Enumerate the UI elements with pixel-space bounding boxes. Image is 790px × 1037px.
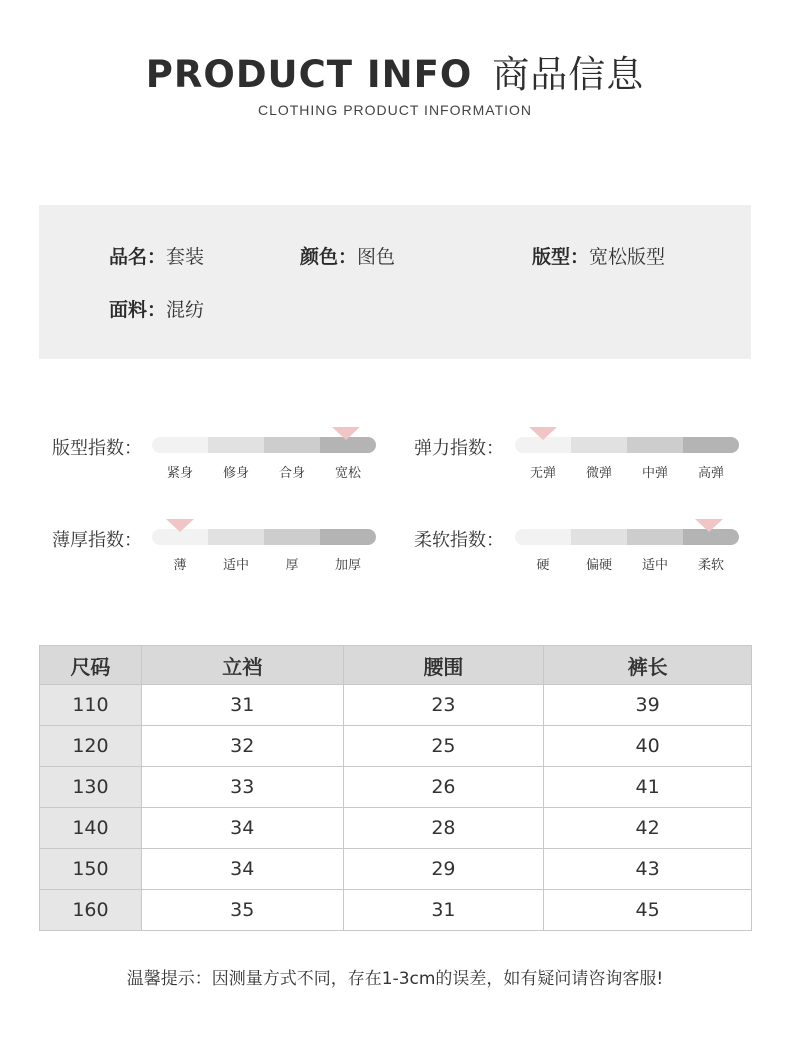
length-cell: 42 [544,808,752,849]
header-rise: 立裆 [141,646,343,685]
size-cell: 150 [40,849,142,890]
waist-cell: 31 [343,890,544,931]
info-color-value: 图色 [357,246,396,268]
waist-cell: 28 [343,808,544,849]
bar-segment [627,437,683,453]
rise-cell: 32 [141,726,343,767]
size-cell: 110 [40,685,142,726]
thickness-index-label: 薄厚指数： [52,530,142,551]
table-row [40,890,752,931]
size-table-header [40,646,752,685]
rise-cell: 33 [141,767,343,808]
size-cell: 120 [40,726,142,767]
info-color [300,242,395,269]
title-cn: 商品信息 [492,53,645,96]
length-cell: 45 [544,890,752,931]
info-fabric [109,295,204,322]
waist-cell: 23 [343,685,544,726]
thickness-tick: 适中 [222,558,249,573]
bar-segment [683,437,739,453]
rise-cell: 34 [141,849,343,890]
measurement-note: 温馨提示：因测量方式不同，存在1-3cm的误差，如有疑问请咨询客服! [126,969,664,989]
thickness-index-marker [166,519,194,532]
table-row [40,685,752,726]
elastic-index-label: 弹力指数： [414,438,504,459]
length-cell: 43 [544,849,752,890]
softness-tick: 适中 [641,558,668,573]
info-fit-value: 宽松版型 [589,246,666,268]
bar-segment [320,529,376,545]
fit-index-label: 版型指数： [52,438,142,459]
waist-cell: 25 [343,726,544,767]
info-fabric-value: 混纺 [166,299,205,321]
info-name [109,242,204,269]
fit-tick: 合身 [278,466,305,481]
fit-tick: 宽松 [334,466,361,481]
elastic-tick: 中弹 [641,466,668,481]
softness-tick: 偏硬 [585,558,612,573]
elastic-index-marker [529,427,557,440]
bar-segment [264,529,320,545]
table-row [40,767,752,808]
title-en: PRODUCT INFO [145,53,473,96]
thickness-tick: 加厚 [334,558,361,573]
fit-tick: 紧身 [166,466,193,481]
header-size: 尺码 [40,646,142,685]
softness-tick: 柔软 [697,558,724,573]
bar-segment [571,529,627,545]
size-cell: 140 [40,808,142,849]
header-length: 裤长 [544,646,752,685]
info-fit [532,242,665,269]
waist-cell: 29 [343,849,544,890]
info-name-value: 套装 [166,246,205,268]
size-cell: 160 [40,890,142,931]
bar-segment [627,529,683,545]
fit-tick: 修身 [222,466,249,481]
info-panel [39,205,751,359]
bar-segment [208,529,264,545]
softness-tick: 硬 [536,558,550,573]
table-row [40,808,752,849]
bar-segment [152,437,208,453]
bar-segment [264,437,320,453]
bar-segment [515,529,571,545]
header-waist: 腰围 [343,646,544,685]
table-row [40,726,752,767]
page-subtitle: CLOTHING PRODUCT INFORMATION [257,102,533,118]
rise-cell: 35 [141,890,343,931]
size-table [39,645,752,931]
bar-segment [571,437,627,453]
rise-cell: 31 [141,685,343,726]
elastic-tick: 无弹 [529,466,556,481]
thickness-tick: 厚 [285,558,299,573]
softness-index-marker [695,519,723,532]
info-color-key: 颜色： [300,246,358,268]
length-cell: 39 [544,685,752,726]
bar-segment [208,437,264,453]
info-name-key: 品名： [109,246,167,268]
info-fabric-key: 面料： [109,299,167,321]
fit-index-marker [332,427,360,440]
length-cell: 40 [544,726,752,767]
elastic-tick: 高弹 [697,466,724,481]
table-row [40,849,752,890]
size-cell: 130 [40,767,142,808]
info-fit-key: 版型： [532,246,590,268]
softness-index-label: 柔软指数： [414,530,504,551]
page-title [0,44,790,98]
waist-cell: 26 [343,767,544,808]
length-cell: 41 [544,767,752,808]
thickness-tick: 薄 [173,558,187,573]
rise-cell: 34 [141,808,343,849]
elastic-tick: 微弹 [585,466,612,481]
